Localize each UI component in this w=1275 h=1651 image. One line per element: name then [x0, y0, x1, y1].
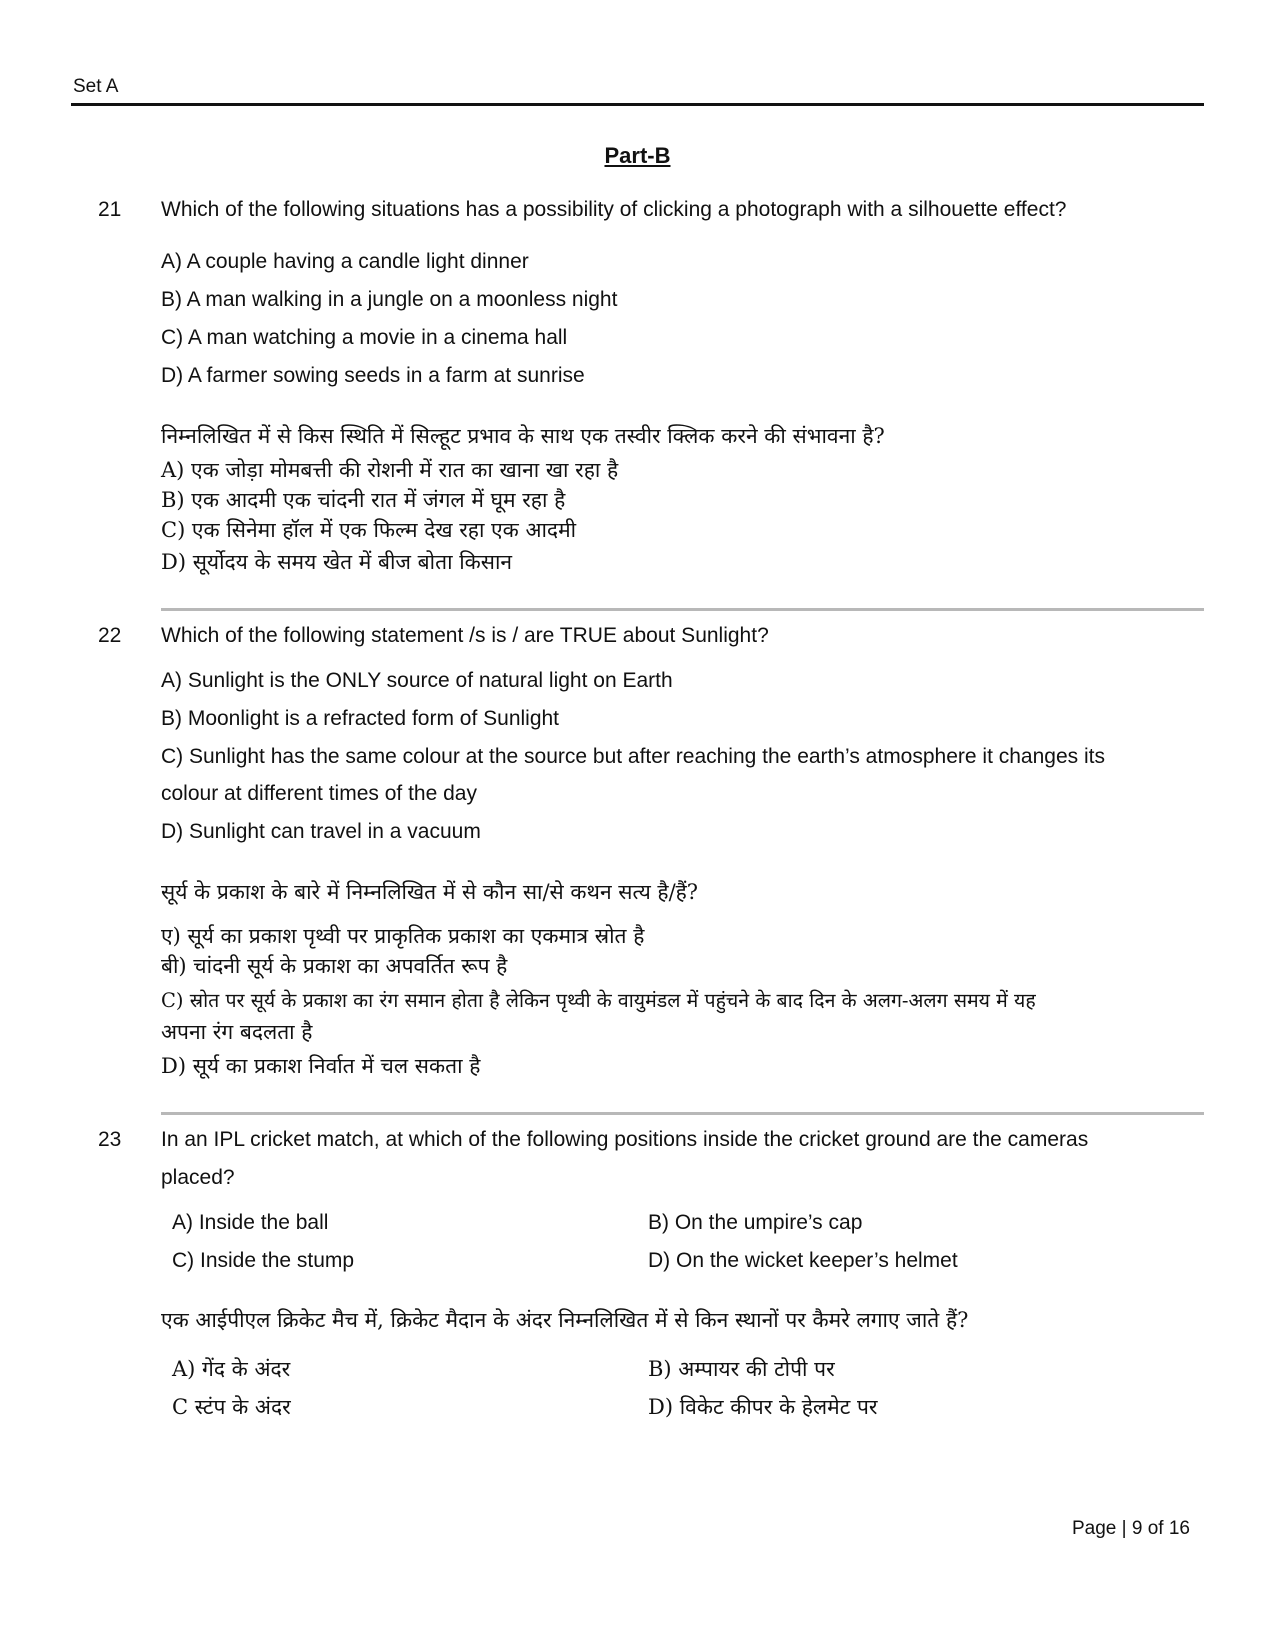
part-title-text: Part-B	[604, 143, 671, 168]
q22-option-c: C) Sunlight has the same colour at the source but after reaching the earth’s atmosphere it changes its	[161, 745, 1105, 768]
question-number-23: 23	[98, 1128, 122, 1151]
q22-option-a: A) Sunlight is the ONLY source of natural light on Earth	[161, 669, 673, 692]
header-rule	[71, 103, 1204, 106]
q21-option-d: D) A farmer sowing seeds in a farm at sunrise	[161, 364, 585, 387]
page-number: Page | 9 of 16	[1072, 1518, 1190, 1539]
q22-hindi-option-c: C) स्रोत पर सूर्य के प्रकाश का रंग समान होता है लेकिन पृथ्वी के वायुमंडल में पहुंचने के बाद दिन के अलग-अलग समय में यह	[161, 989, 1036, 1012]
question-separator	[161, 608, 1204, 611]
question-text-22: Which of the following statement /s is / are TRUE about Sunlight?	[161, 624, 769, 647]
q23-hindi-option-c: C स्टंप के अंदर	[172, 1395, 291, 1419]
q21-option-a: A) A couple having a candle light dinner	[161, 250, 529, 273]
question-text-23-line-2: placed?	[161, 1166, 235, 1189]
q21-hindi-option-a: A) एक जोड़ा मोमबत्ती की रोशनी में रात का खाना खा रहा है	[161, 458, 619, 482]
q21-hindi-option-c: C) एक सिनेमा हॉल में एक फिल्म देख रहा एक आदमी	[161, 518, 577, 542]
q23-hindi-option-b: B) अम्पायर की टोपी पर	[648, 1357, 835, 1381]
q23-hindi-option-d: D) विकेट कीपर के हेलमेट पर	[648, 1395, 878, 1419]
part-title	[0, 143, 1275, 169]
q22-hindi-option-a: ए) सूर्य का प्रकाश पृथ्वी पर प्राकृतिक प्रकाश का एकमात्र स्रोत है	[161, 924, 645, 948]
q23-option-a: A) Inside the ball	[172, 1211, 329, 1234]
q22-option-b: B) Moonlight is a refracted form of Sunlight	[161, 707, 560, 730]
q22-hindi-question: सूर्य के प्रकाश के बारे में निम्नलिखित में से कौन सा/से कथन सत्य है/हैं?	[161, 880, 699, 904]
q21-hindi-question: निम्नलिखित में से किस स्थिति में सिल्हूट प्रभाव के साथ एक तस्वीर क्लिक करने की संभावना है?	[161, 424, 885, 448]
question-number-22: 22	[98, 624, 122, 647]
q23-hindi-question: एक आईपीएल क्रिकेट मैच में, क्रिकेट मैदान के अंदर निम्नलिखित में से किन स्थानों पर कैमरे लगाए जाते हैं?	[161, 1308, 969, 1332]
q22-hindi-option-b: बी) चांदनी सूर्य के प्रकाश का अपवर्तित रूप है	[161, 954, 508, 978]
q22-option-d: D) Sunlight can travel in a vacuum	[161, 820, 481, 843]
q23-option-d: D) On the wicket keeper’s helmet	[648, 1249, 958, 1272]
question-number-21: 21	[98, 198, 122, 221]
q21-hindi-option-b: B) एक आदमी एक चांदनी रात में जंगल में घूम रहा है	[161, 488, 566, 512]
q22-hindi-option-d: D) सूर्य का प्रकाश निर्वात में चल सकता है	[161, 1054, 481, 1078]
question-separator	[161, 1112, 1204, 1115]
q22-hindi-option-c-continued: अपना रंग बदलता है	[161, 1020, 313, 1044]
q21-option-c: C) A man watching a movie in a cinema hall	[161, 326, 568, 349]
q23-option-b: B) On the umpire’s cap	[648, 1211, 863, 1234]
q23-option-c: C) Inside the stump	[172, 1249, 355, 1272]
q21-option-b: B) A man walking in a jungle on a moonless night	[161, 288, 618, 311]
q22-option-c-continued: colour at different times of the day	[161, 782, 477, 805]
question-text-21: Which of the following situations has a possibility of clicking a photograph with a silhouette effect?	[161, 198, 1067, 221]
question-text-23-line-1: In an IPL cricket match, at which of the following positions inside the cricket ground are the cameras	[161, 1128, 1089, 1151]
q23-hindi-option-a: A) गेंद के अंदर	[172, 1357, 291, 1381]
set-label: Set A	[73, 76, 119, 97]
q21-hindi-option-d: D) सूर्योदय के समय खेत में बीज बोता किसान	[161, 550, 513, 574]
